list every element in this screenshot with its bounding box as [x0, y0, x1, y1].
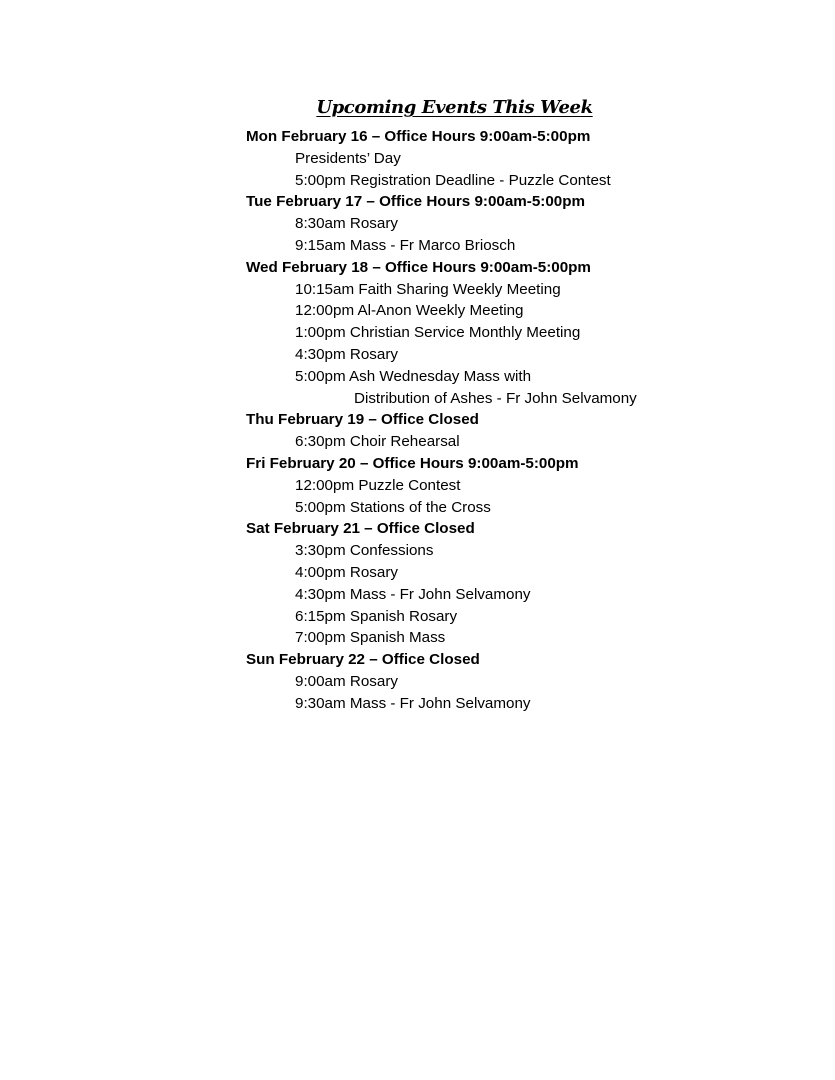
event-item: 4:30pm Rosary — [295, 345, 398, 363]
event-item: 6:15pm Spanish Rosary — [295, 607, 458, 625]
event-item: 7:00pm Spanish Mass — [295, 629, 446, 647]
day-header-thursday: Thu February 19 – Office Closed — [246, 411, 479, 429]
event-item: 5:00pm Stations of the Cross — [295, 498, 491, 516]
event-item: 9:30am Mass - Fr John Selvamony — [295, 694, 531, 712]
event-item-continuation: Distribution of Ashes - Fr John Selvamony — [354, 389, 637, 407]
event-item: 12:00pm Al-Anon Weekly Meeting — [295, 302, 524, 320]
event-item: 8:30am Rosary — [295, 215, 398, 233]
event-item: 9:00am Rosary — [295, 672, 398, 690]
day-header-tuesday: Tue February 17 – Office Hours 9:00am-5:00pm — [246, 193, 586, 211]
event-item: 10:15am Faith Sharing Weekly Meeting — [295, 280, 561, 298]
event-item: 4:00pm Rosary — [295, 563, 398, 581]
page-title: Upcoming Events This Week — [316, 97, 593, 118]
event-schedule — [246, 126, 806, 715]
event-item: 6:30pm Choir Rehearsal — [295, 433, 460, 451]
event-item: 1:00pm Christian Service Monthly Meeting — [295, 324, 581, 342]
event-item: 3:30pm Confessions — [295, 542, 434, 560]
event-item: 12:00pm Puzzle Contest — [295, 476, 461, 494]
day-header-monday: Mon February 16 – Office Hours 9:00am-5:00pm — [246, 128, 591, 145]
day-header-saturday: Sat February 21 – Office Closed — [246, 520, 475, 538]
event-item: Presidents’ Day — [295, 149, 401, 167]
day-header-sunday: Sun February 22 – Office Closed — [246, 651, 480, 669]
event-item: 5:00pm Ash Wednesday Mass with — [295, 367, 532, 385]
event-item: 4:30pm Mass - Fr John Selvamony — [295, 585, 531, 603]
day-header-friday: Fri February 20 – Office Hours 9:00am-5:00pm — [246, 454, 579, 472]
event-item: 5:00pm Registration Deadline - Puzzle Contest — [295, 171, 611, 189]
event-item: 9:15am Mass - Fr Marco Briosch — [295, 236, 516, 254]
day-header-wednesday: Wed February 18 – Office Hours 9:00am-5:00pm — [246, 258, 591, 276]
